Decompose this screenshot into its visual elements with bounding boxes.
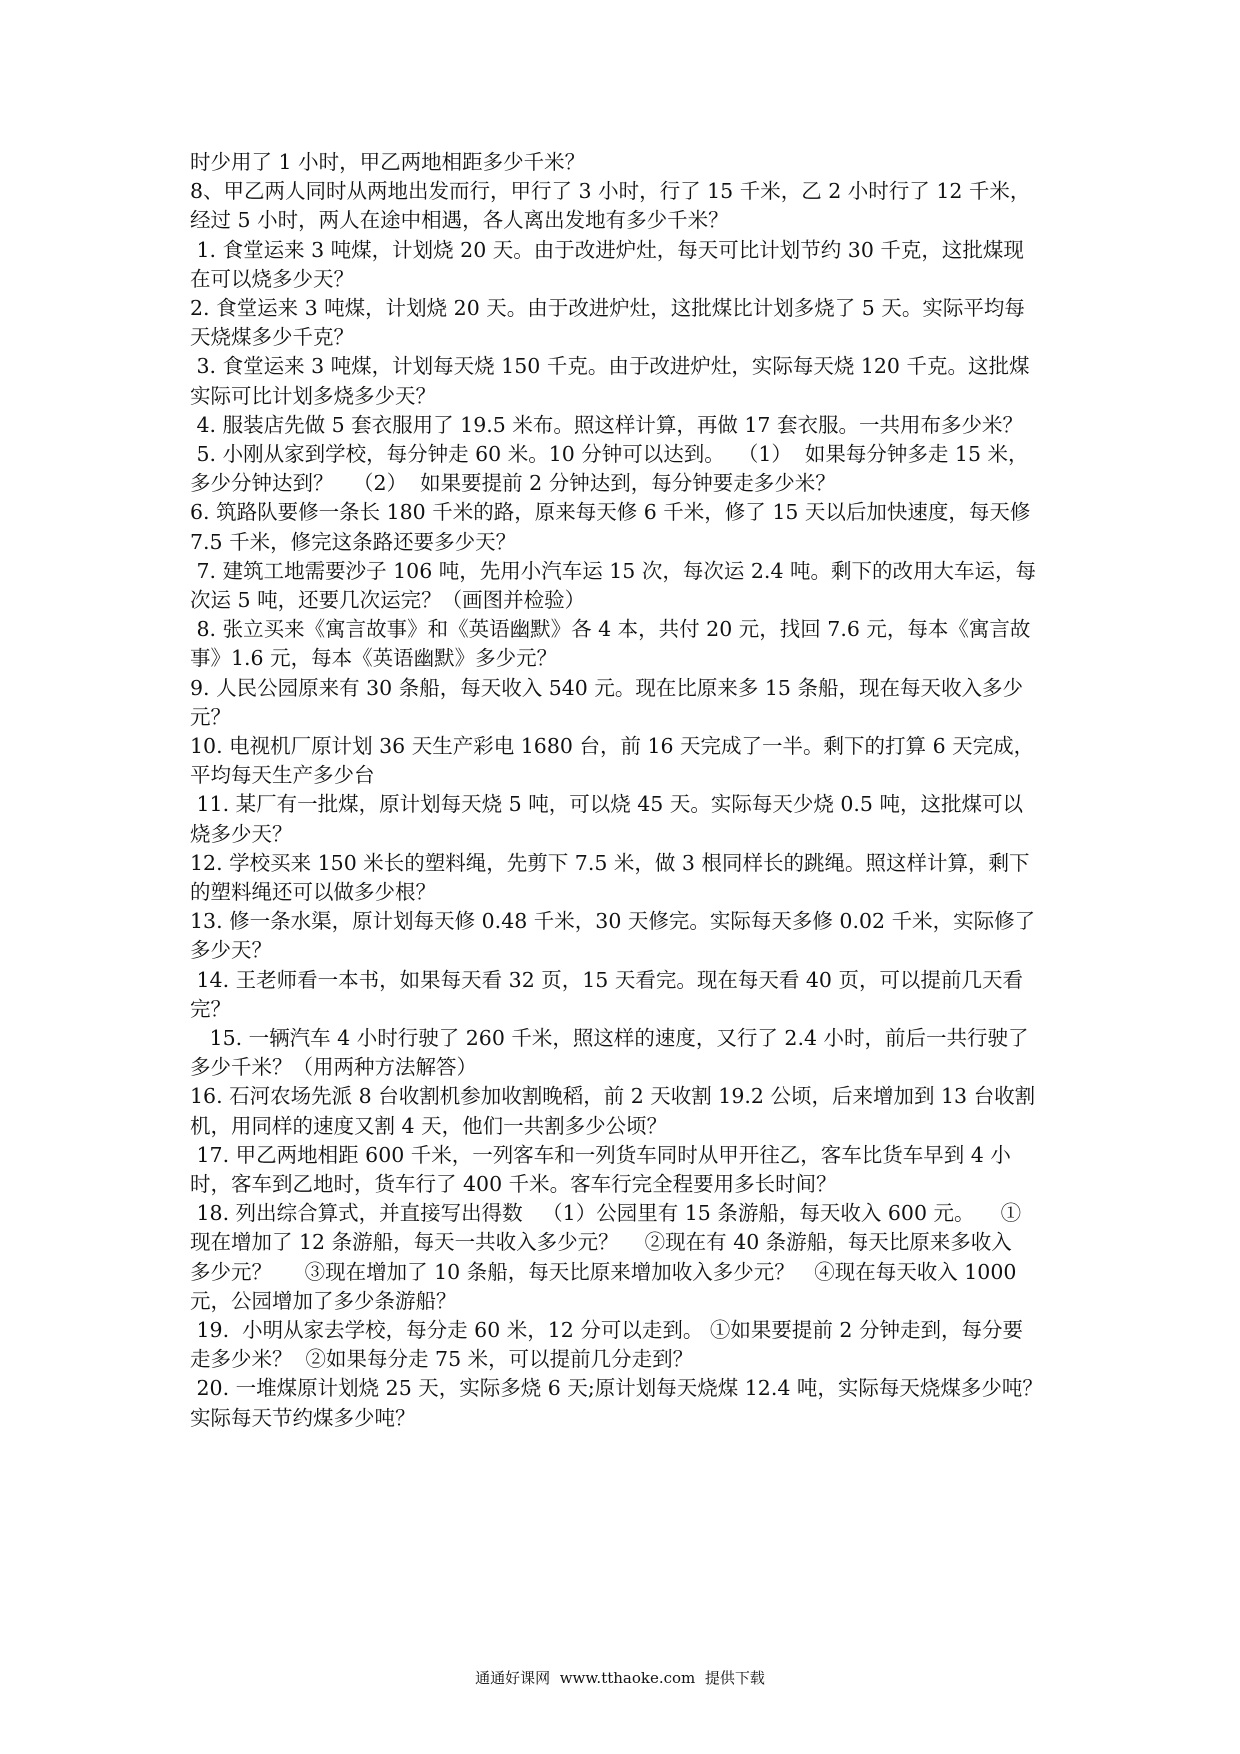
text-line: 1. 食堂运来 3 吨煤，计划烧 20 天。由于改进炉灶，每天可比计划节约 30 千克，这批煤现 (190, 237, 1024, 262)
text-line: 17. 甲乙两地相距 600 千米，一列客车和一列货车同时从甲开往乙，客车比货车早到 4 小 (190, 1142, 1011, 1167)
text-line: 现在增加了 12 条游船，每天一共收入多少元？ ②现在有 40 条游船，每天比原来多收入 (190, 1230, 1012, 1255)
text-line: 2. 食堂运来 3 吨煤，计划烧 20 天。由于改进炉灶，这批煤比计划多烧了 5 天。实际平均每 (190, 296, 1025, 320)
text-line: 7.5 千米，修完这条路还要多少天？ (190, 529, 517, 554)
text-line: 13. 修一条水渠，原计划每天修 0.48 千米，30 天修完。实际每天多修 0.02 千米，实际修了 (190, 909, 1036, 934)
page-footer: 通通好课网 www.tthaoke.com 提供下载 (475, 1669, 765, 1687)
text-line: 的塑料绳还可以做多少根？ (190, 880, 436, 904)
text-line: 天烧煤多少千克？ (190, 325, 354, 350)
text-line: 多少天？ (190, 938, 272, 963)
text-line: 7. 建筑工地需要沙子 106 吨，先用小汽车运 15 次，每次运 2.4 吨。剩下的改用大车运，每 (190, 558, 1037, 583)
text-line: 15. 一辆汽车 4 小时行驶了 260 千米，照这样的速度，又行了 2.4 小时，前后一共行驶了 (190, 1026, 1029, 1050)
text-line: 6. 筑路队要修一条长 180 千米的路，原来每天修 6 千米，修了 15 天以后加快速度，每天修 (190, 500, 1031, 525)
text-line: 多少元？ ③现在增加了 10 条船，每天比原来增加收入多少元？ ④现在每天收入 1000 (190, 1259, 1017, 1284)
text-line: 18. 列出综合算式，并直接写出得数 （1）公园里有 15 条游船，每天收入 600 元。 ① (190, 1201, 1022, 1226)
text-line: 14. 王老师看一本书，如果每天看 32 页，15 天看完。现在每天看 40 页，可以提前几天看 (190, 967, 1023, 992)
text-line: 11. 某厂有一批煤，原计划每天烧 5 吨，可以烧 45 天。实际每天少烧 0.5 吨，这批煤可以 (190, 792, 1023, 817)
text-line: 多少分钟达到？ （2） 如果要提前 2 分钟达到，每分钟要走多少米？ (190, 471, 836, 496)
text-line: 元，公园增加了多少条游船？ (190, 1288, 457, 1313)
text-line: 16. 石河农场先派 8 台收割机参加收割晚稻，前 2 天收割 19.2 公顷，后来增加到 13 台收割 (190, 1084, 1036, 1109)
text-line: 在可以烧多少天？ (190, 266, 354, 291)
text-line: 19. 小明从家去学校，每分走 60 米，12 分可以走到。 ①如果要提前 2 分钟走到，每分要 (190, 1318, 1023, 1342)
text-line: 12. 学校买来 150 米长的塑料绳，先剪下 7.5 米，做 3 根同样长的跳绳。照这样计算，剩下 (190, 850, 1030, 875)
text-line: 8. 张立买来《寓言故事》和《英语幽默》各 4 本，共付 20 元，找回 7.6 元，每本《寓言故 (190, 617, 1031, 642)
text-line: 多少千米？（用两种方法解答） (190, 1055, 477, 1080)
text-line: 9. 人民公园原来有 30 条船，每天收入 540 元。现在比原来多 15 条船，现在每天收入多少 (190, 675, 1023, 700)
text-line: 时少用了 1 小时，甲乙两地相距多少千米？ (190, 150, 586, 174)
text-line: 事》1.6 元，每本《英语幽默》多少元？ (190, 646, 558, 671)
text-line: 平均每天生产多少台 (190, 763, 375, 788)
text-line: 烧多少天？ (190, 821, 293, 846)
text-line: 走多少米？ ②如果每分走 75 米，可以提前几分走到？ (190, 1347, 694, 1372)
text-line: 元？ (190, 704, 231, 729)
text-line: 4. 服装店先做 5 套衣服用了 19.5 米布。照这样计算，再做 17 套衣服。一共用布多少米？ (190, 412, 1023, 437)
text-line: 经过 5 小时，两人在途中相遇，各人离出发地有多少千米？ (190, 208, 729, 233)
text-line: 8、甲乙两人同时从两地出发而行，甲行了 3 小时，行了 15 千米，乙 2 小时行了 12 千米， (190, 179, 1031, 204)
text-line: 实际可比计划多烧多少天？ (190, 383, 436, 408)
text-line: 20. 一堆煤原计划烧 25 天，实际多烧 6 天;原计划每天烧煤 12.4 吨，实际每天烧煤多少吨？ (190, 1376, 1043, 1401)
text-line: 次运 5 吨，还要几次运完？（画图并检验） (190, 588, 586, 612)
text-line: 实际每天节约煤多少吨？ (190, 1405, 416, 1430)
text-line: 完？ (190, 996, 231, 1021)
text-line: 10. 电视机厂原计划 36 天生产彩电 1680 台，前 16 天完成了一半。剩下的打算 6 天完成， (190, 734, 1035, 758)
text-line: 5. 小刚从家到学校，每分钟走 60 米。10 分钟可以达到。 （1） 如果每分钟多走 15 米， (190, 442, 1029, 466)
text-line: 机，用同样的速度又割 4 天，他们一共割多少公顷？ (190, 1113, 668, 1138)
text-line: 3. 食堂运来 3 吨煤，计划每天烧 150 千克。由于改进炉灶，实际每天烧 120 千克。这批煤 (190, 354, 1030, 379)
text-line: 时，客车到乙地时，货车行了 400 千米。客车行完全程要用多长时间？ (190, 1172, 837, 1196)
